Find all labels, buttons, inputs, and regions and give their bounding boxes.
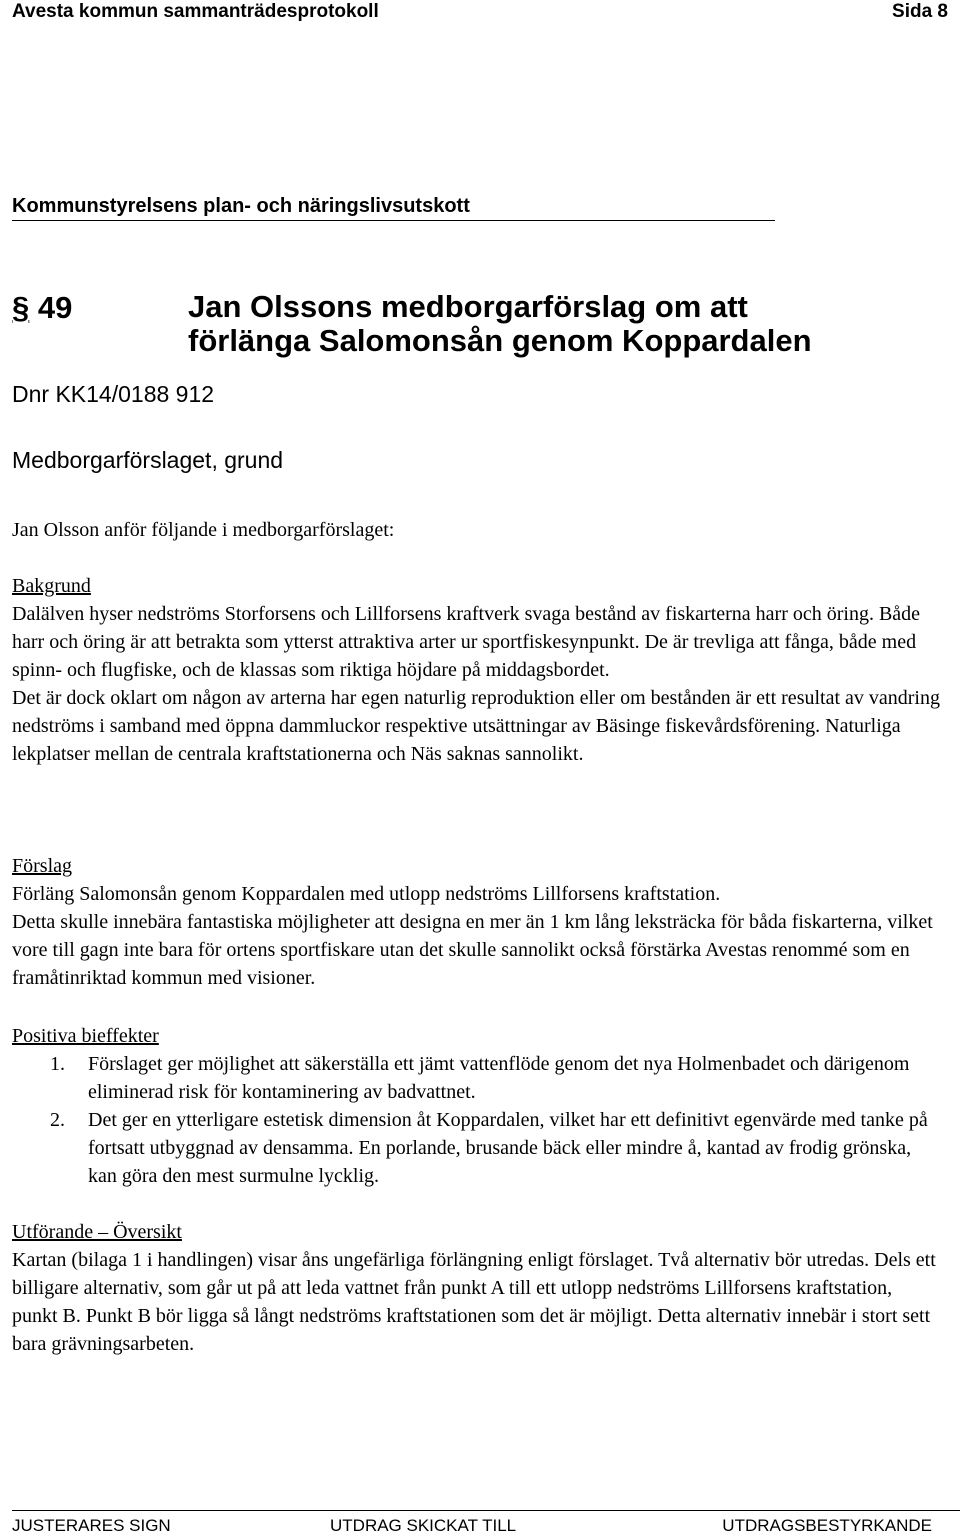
footer-sent-label: UTDRAG SKICKAT TILL [330,1516,517,1535]
proposal-section [12,852,942,992]
section-number [12,290,72,326]
footer-divider [12,1510,960,1511]
list-item-number: 2. [50,1109,65,1131]
list-item [12,1106,942,1190]
execution-heading: Utförande – Översikt [12,1221,182,1243]
list-item [12,1050,942,1106]
intro-text: Jan Olsson anför följande i medborgarförslaget: [12,519,395,541]
proposal-text-2: Detta skulle innebära fantastiska möjligheter att designa en mer än 1 km lång leksträcka för båda fiskarterna, vilket vore till gagn inte bara för ortens sportfiskare utan det skulle sannolikt också förstärka Avestas renommé som en framåtinriktad kommun med visioner. [12,911,933,989]
diary-number: Dnr KK14/0188 912 [12,381,215,407]
background-text-1: Dalälven hyser nedströms Storforsens och Lillforsens kraftverk svaga bestånd av fiskarterna harr och öring. Både harr och öring är att betrakta som ytterst attraktiva arter ur sportfiskesynpunkt. De är trevliga att fånga, både med spinn- och flugfiske, och de klassas som riktiga höjdare på middagsbordet. [12,603,921,681]
page-header [12,0,948,26]
section-sign: § [12,290,30,325]
section-title-line2: förlänga Salomonsån genom Koppardalen [188,323,812,358]
list-item-number: 1. [50,1053,65,1075]
positive-effects-heading-text: Positiva bieffekter [12,1025,159,1047]
execution-section [12,1218,942,1358]
execution-text: Kartan (bilaga 1 i handlingen) visar åns ungefärliga förlängning enligt förslaget. Två alternativ bör utredas. Dels ett billigare alternativ, som går ut på att leda vattnet från punkt A till ett utlopp nedströms Lillforsens kraftstation, punkt B. Punkt B bör ligga så långt nedströms kraftstationen som det är möjligt. Detta alternativ innebär i stort sett bara grävningsarbeten. [12,1249,936,1355]
section-title [188,290,908,358]
list-item-text: Det ger en ytterligare estetisk dimension åt Koppardalen, vilket har ett definitivt egenvärde med tanke på fortsatt utbyggnad av densamma. En porlande, brusande bäck eller mindre å, kantad av frodig grönska, kan göra den mest surmulne lycklig. [88,1109,928,1187]
background-heading: Bakgrund [12,575,91,597]
background-text-2: Det är dock oklart om någon av arterna har egen naturlig reproduktion eller om bestånden är ett resultat av vandring nedströms i samband med öppna dammluckor respektive utsättningar av Bäsinge fiskevårdsförening. Naturliga lekplatser mellan de centrala kraftstationerna och Näs saknas sannolikt. [12,687,940,765]
page-number: Sida 8 [892,1,948,22]
footer-certifier-label: UTDRAGSBESTYRKANDE [722,1516,932,1535]
positive-effects-heading [12,1022,942,1050]
committee-name: Kommunstyrelsens plan- och näringslivsutskott [12,194,775,221]
subheading: Medborgarförslaget, grund [12,447,284,473]
protocol-title: Avesta kommun sammanträdesprotokoll [12,1,379,22]
background-section [12,572,942,768]
proposal-text-1: Förläng Salomonsån genom Koppardalen med utlopp nedströms Lillforsens kraftstation. [12,883,721,905]
footer-signature-label: JUSTERARES SIGN [12,1516,171,1535]
section-number-value: 49 [37,290,73,325]
section-title-line1: Jan Olssons medborgarförslag om att [188,289,748,324]
proposal-heading: Förslag [12,855,72,877]
list-item-text: Förslaget ger möjlighet att säkerställa ett jämt vattenflöde genom det nya Holmenbadet och därigenom eliminerad risk för kontaminering av badvattnet. [88,1053,910,1103]
positive-effects-list [12,1050,942,1190]
